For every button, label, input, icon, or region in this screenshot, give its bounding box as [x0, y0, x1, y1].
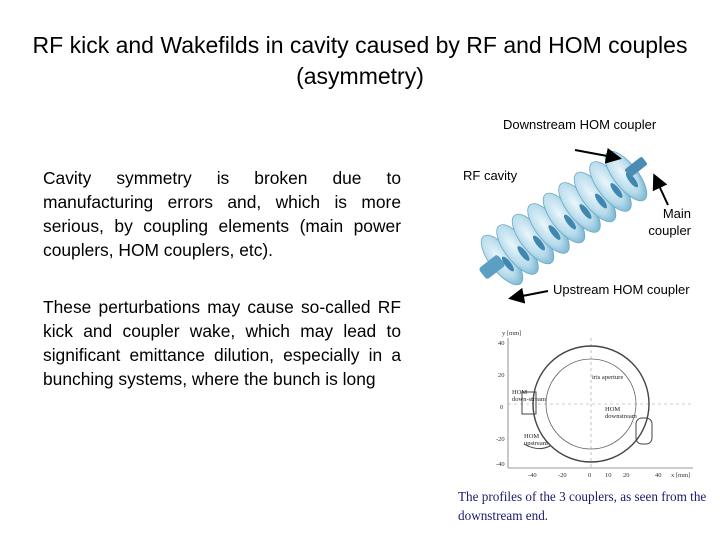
profile-caption: The profiles of the 3 couplers, as seen from the downstream end. — [458, 489, 707, 523]
label-hom-downstream-left-2: down-stream — [512, 396, 546, 403]
hom-downstream-right-shape — [636, 418, 652, 444]
y-tick-neg40: -40 — [496, 461, 505, 468]
label-rf-cavity: RF cavity — [463, 168, 518, 183]
label-downstream-hom-coupler: Downstream HOM coupler — [503, 117, 657, 132]
slide-title: RF kick and Wakefilds in cavity caused by RF and HOM couples (asymmetry) — [32, 32, 688, 89]
y-tick-0: 0 — [500, 404, 504, 411]
x-tick-10: 10 — [605, 472, 612, 479]
label-hom-downstream-right-1: HOM — [605, 406, 621, 413]
coupler-profile-diagram — [488, 326, 703, 481]
x-tick-20: 20 — [623, 472, 630, 479]
x-tick-40: 40 — [655, 472, 662, 479]
y-tick-20: 20 — [498, 372, 505, 379]
y-axis-label: y [mm] — [502, 330, 522, 337]
label-hom-upstream-2: upstream — [524, 440, 548, 447]
paragraph-perturbations: These perturbations may cause so-called RF kick and coupler wake, which may lead to significant emittance dilution, especially in a bunching systems, where the bunch is long — [43, 297, 401, 389]
x-tick-neg40: -40 — [528, 472, 537, 479]
x-axis-label: x [mm] — [671, 472, 691, 479]
x-tick-0: 0 — [588, 472, 592, 479]
label-hom-downstream-right-2: downstream — [605, 413, 637, 420]
y-tick-40: 40 — [498, 340, 505, 347]
label-hom-downstream-left-1: HOM — [512, 389, 528, 396]
label-iris-aperture: iris aperture — [592, 374, 624, 381]
label-hom-upstream-1: HOM — [524, 433, 540, 440]
label-upstream-hom-coupler: Upstream HOM coupler — [553, 282, 690, 297]
x-tick-neg20: -20 — [558, 472, 567, 479]
label-main-coupler: Main coupler — [648, 206, 691, 238]
y-tick-neg20: -20 — [496, 436, 505, 443]
paragraph-symmetry: Cavity symmetry is broken due to manufacturing errors and, which is more serious, by coupling elements (main power couplers, HOM couplers, etc). — [43, 168, 401, 260]
